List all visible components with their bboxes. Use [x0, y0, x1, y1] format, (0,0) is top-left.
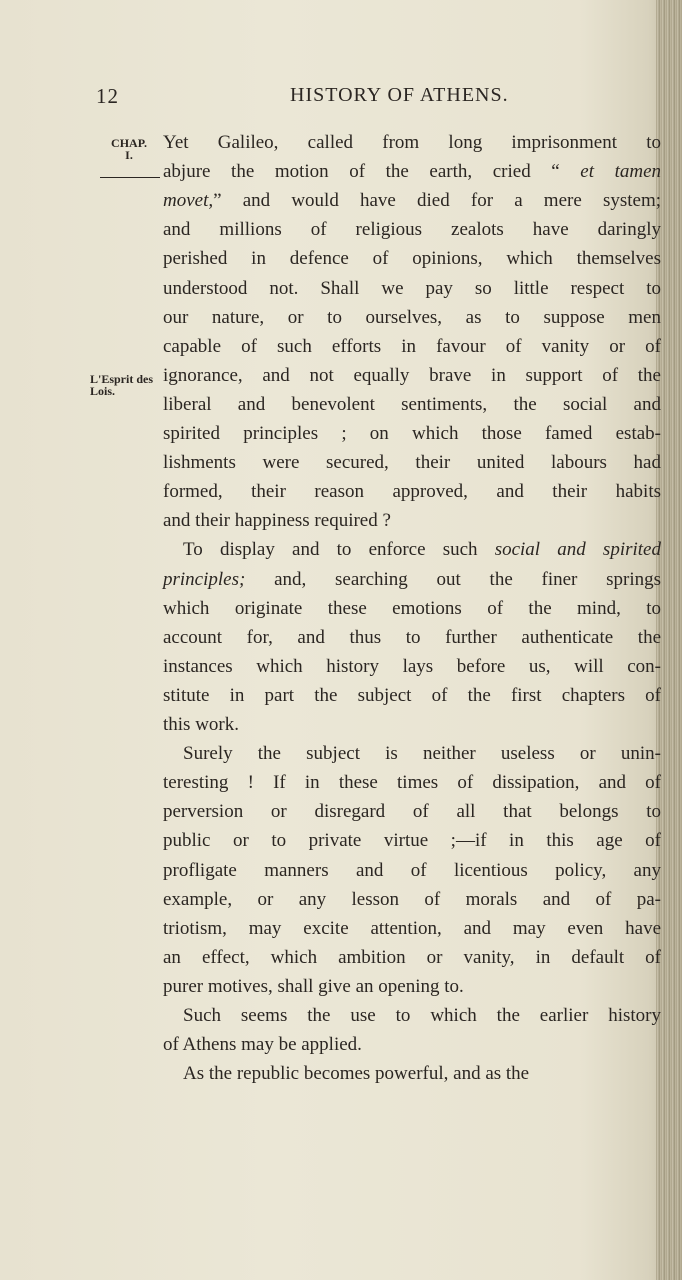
chapter-label: CHAP. [111, 136, 147, 150]
page-number: 12 [96, 84, 119, 108]
text-line: public or to private virtue ;—if in this age of [163, 830, 661, 852]
margin-note [90, 373, 153, 397]
text-line: ignorance, and not equally brave in support of the [163, 364, 661, 386]
text-line: triotism, may excite attention, and may even have [163, 917, 661, 939]
text-line: an effect, which ambition or vanity, in default of [163, 946, 661, 968]
chapter-number: I. [125, 148, 133, 162]
text-line: instances which history lays before us, will con- [163, 655, 661, 677]
text-line: this work. [163, 714, 239, 735]
text-line: liberal and benevolent sentiments, the social and [163, 393, 661, 415]
text-line: movet,” and would have died for a mere system; [163, 190, 661, 212]
text-line: Such seems the use to which the earlier history [183, 1005, 661, 1026]
margin-note-line-1: L'Esprit des [90, 372, 154, 386]
text-line: spirited principles ; on which those famed estab- [163, 423, 661, 444]
text-line: Yet Galileo, called from long imprisonment to [163, 132, 661, 153]
chapter-rule [100, 177, 160, 178]
text-line: which originate these emotions of the mind, to [163, 597, 661, 619]
text-line: understood not. Shall we pay so little respect to [163, 277, 661, 299]
text-line: perished in defence of opinions, which themselves [163, 248, 661, 270]
text-line: example, or any lesson of morals and of pa- [163, 888, 661, 910]
text-line: stitute in part the subject of the first chapters of [163, 684, 661, 706]
text-line: As the republic becomes powerful, and as the [183, 1063, 530, 1085]
text-line: account for, and thus to further authenticate the [163, 626, 661, 648]
text-line: abjure the motion of the earth, cried “ et tamen [163, 161, 661, 183]
text-line: our nature, or to ourselves, as to suppose men [163, 306, 661, 328]
text-line: perversion or disregard of all that belongs to [163, 801, 661, 823]
text-line: teresting ! If in these times of dissipation, and of [163, 772, 661, 794]
chapter-marker [104, 137, 154, 161]
text-line: purer motives, shall give an opening to. [163, 975, 464, 997]
running-header [0, 84, 682, 114]
margin-note-line-2: Lois. [90, 384, 116, 398]
text-line: profligate manners and of licentious policy, any [163, 859, 661, 881]
running-title: HISTORY OF ATHENS. [290, 84, 509, 106]
text-line: and millions of religious zealots have daringly [163, 219, 661, 241]
text-line: Surely the subject is neither useless or unin- [183, 743, 661, 765]
text-line: To display and to enforce such social and spirited [183, 539, 661, 561]
text-line: lishments were secured, their united labours had [163, 452, 661, 474]
text-line: of Athens may be applied. [163, 1034, 362, 1056]
text-line: capable of such efforts in favour of vanity or of [163, 335, 661, 357]
text-line: formed, their reason approved, and their habits [163, 481, 661, 503]
text-line: and their happiness required ? [163, 510, 391, 532]
text-line: principles; and, searching out the finer springs [163, 568, 661, 590]
